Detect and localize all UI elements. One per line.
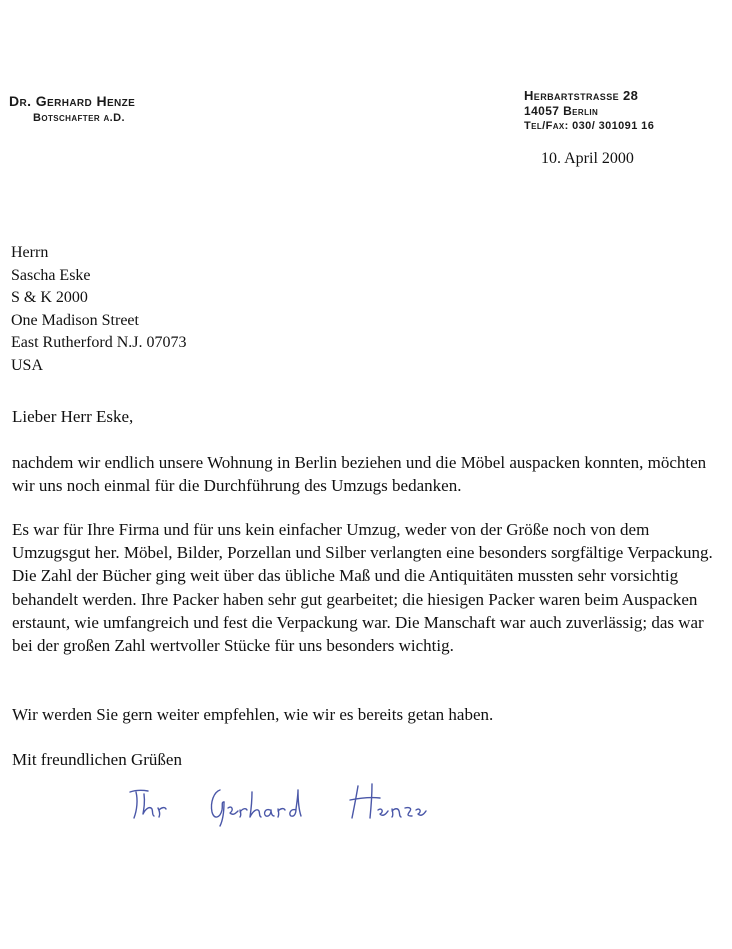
recipient-line: One Madison Street [11, 311, 139, 329]
closing: Mit freundlichen Grüßen [12, 750, 182, 769]
recipient-line: East Rutherford N.J. 07073 [11, 334, 187, 351]
paragraph-2: Es war für Ihre Firma und für uns kein einfacher Umzug, weder von der Größe noch von dem Umzugsgut her. Möbel, Bilder, Porzellan und Silber verlangten eine besonders sorgfältige Verpackung. Die Zahl der Bücher ging weit über das übliche Maß und die Antiquitäten mussten sehr vorsichtig behandelt werden. Ihre Packer haben sehr gut gearbeitet; die hiesigen Packer waren beim Auspacken erstaunt, wie umfangreich und fest die Verpackung war. Die Manschaft war auch zuverlässig; das war bei der großen Zahl wertvoller Stücke für uns besonders wichtig. [12, 520, 713, 656]
recipient-line: S & K 2000 [11, 289, 88, 306]
salutation: Lieber Herr Eske, [12, 407, 134, 426]
address-street: Herbartstrasse 28 [524, 88, 639, 103]
recipient-line: Sascha Eske [11, 266, 91, 284]
address-tel-fax: Tel/Fax: 030/ 301091 16 [524, 120, 655, 132]
recipient-line: USA [11, 356, 44, 374]
address-city: 14057 Berlin [524, 104, 599, 118]
handwritten-signature [128, 778, 438, 828]
letter-date: 10. April 2000 [541, 150, 634, 167]
sender-block [9, 92, 135, 126]
sender-address [524, 88, 654, 134]
paragraph-1: nachdem wir endlich unsere Wohnung in Berlin beziehen und die Möbel auspacken konnten, möchten wir uns noch einmal für die Durchführung des Umzugs bedanken. [12, 453, 707, 496]
recipient-line: Herrn [11, 244, 49, 261]
sender-name: Dr. Gerhard Henze [9, 93, 136, 109]
recipient-address [11, 242, 187, 377]
paragraph-3: Wir werden Sie gern weiter empfehlen, wie wir es bereits getan haben. [12, 705, 494, 724]
sender-title: Botschafter a.D. [33, 112, 125, 124]
